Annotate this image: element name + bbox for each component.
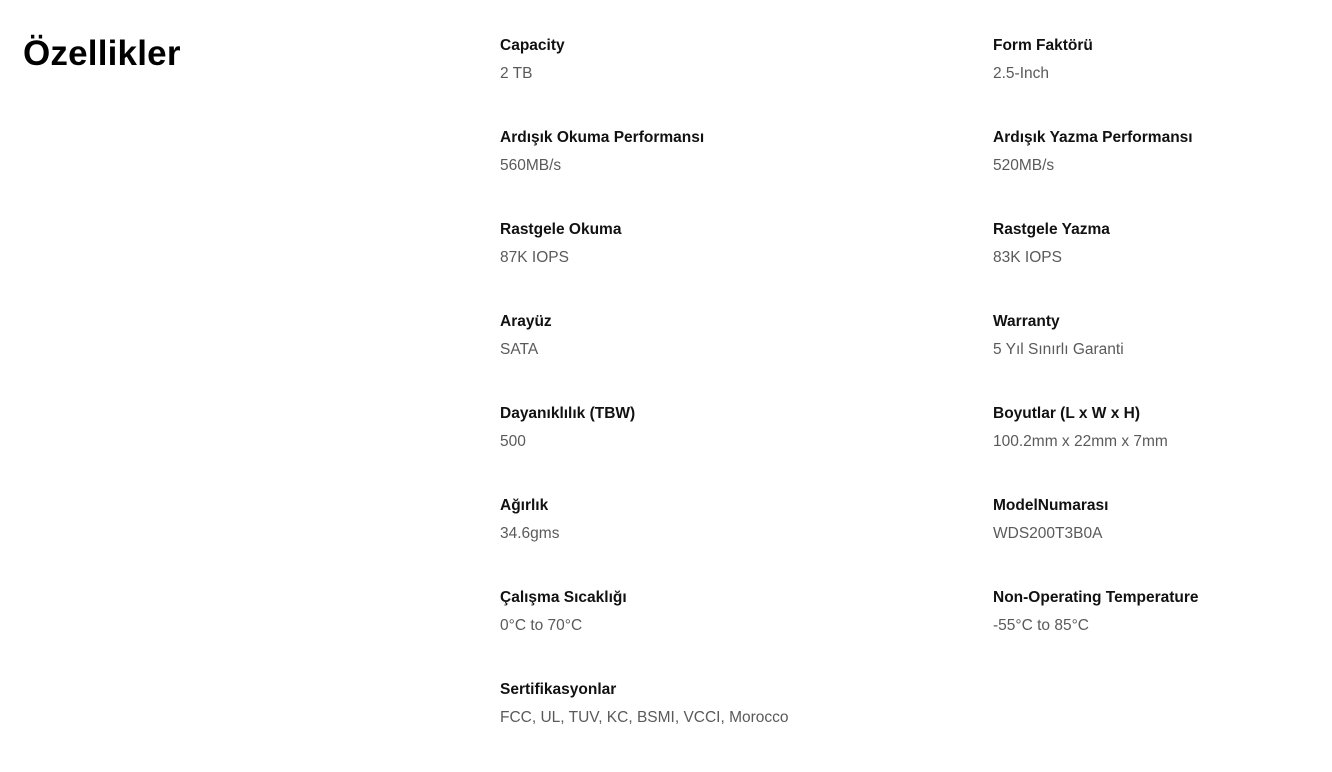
spec-label: Ardışık Okuma Performansı bbox=[500, 129, 705, 146]
spec-dimensions bbox=[993, 404, 1300, 496]
spec-value: 520MB/s bbox=[993, 157, 1055, 174]
spec-value: 100.2mm x 22mm x 7mm bbox=[993, 433, 1168, 450]
spec-label: Çalışma Sıcaklığı bbox=[500, 589, 627, 606]
spec-label: Warranty bbox=[993, 313, 1060, 330]
spec-label: Rastgele Okuma bbox=[500, 221, 622, 238]
spec-label: Sertifikasyonlar bbox=[500, 681, 617, 698]
spec-value: FCC, UL, TUV, KC, BSMI, VCCI, Morocco bbox=[500, 709, 789, 726]
spec-label: Rastgele Yazma bbox=[993, 221, 1110, 238]
spec-label: ModelNumarası bbox=[993, 497, 1109, 514]
spec-weight bbox=[500, 496, 993, 588]
spec-label: Dayanıklılık (TBW) bbox=[500, 405, 636, 422]
spec-value: 2 TB bbox=[500, 65, 533, 82]
spec-value: 87K IOPS bbox=[500, 249, 569, 266]
spec-value: WDS200T3B0A bbox=[993, 525, 1103, 542]
spec-capacity bbox=[500, 36, 993, 128]
spec-operating-temperature bbox=[500, 588, 993, 680]
spec-label: Non-Operating Temperature bbox=[993, 589, 1199, 606]
spec-value: 83K IOPS bbox=[993, 249, 1062, 266]
spec-label: Ağırlık bbox=[500, 497, 549, 514]
spec-sequential-read bbox=[500, 128, 993, 220]
spec-value: 2.5-Inch bbox=[993, 65, 1050, 82]
spec-interface bbox=[500, 312, 993, 404]
spec-value: 500 bbox=[500, 433, 526, 450]
spec-value: 560MB/s bbox=[500, 157, 562, 174]
spec-certifications bbox=[500, 680, 993, 772]
spec-value: -55°C to 85°C bbox=[993, 617, 1089, 634]
spec-label: Form Faktörü bbox=[993, 37, 1093, 54]
spec-label: Capacity bbox=[500, 37, 565, 54]
spec-model-number bbox=[993, 496, 1300, 588]
spec-label: Ardışık Yazma Performansı bbox=[993, 129, 1193, 146]
spec-label: Arayüz bbox=[500, 313, 552, 330]
spec-label: Boyutlar (L x W x H) bbox=[993, 405, 1140, 422]
spec-sequential-write bbox=[993, 128, 1300, 220]
spec-value: 5 Yıl Sınırlı Garanti bbox=[993, 341, 1124, 358]
spec-warranty bbox=[993, 312, 1300, 404]
spec-value: SATA bbox=[500, 341, 539, 358]
section-title: Özellikler bbox=[23, 34, 181, 73]
spec-value: 0°C to 70°C bbox=[500, 617, 583, 634]
spec-non-operating-temperature bbox=[993, 588, 1300, 680]
spec-random-write bbox=[993, 220, 1300, 312]
specifications-grid bbox=[500, 36, 1300, 772]
spec-endurance bbox=[500, 404, 993, 496]
spec-random-read bbox=[500, 220, 993, 312]
spec-value: 34.6gms bbox=[500, 525, 560, 542]
spec-form-factor bbox=[993, 36, 1300, 128]
